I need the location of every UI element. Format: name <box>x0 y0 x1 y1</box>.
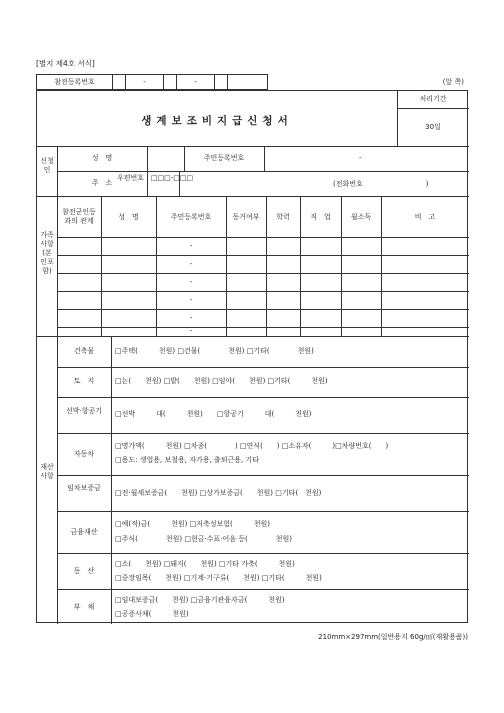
family-row-rrn[interactable]: - <box>189 242 193 250</box>
registration-number-cell[interactable] <box>164 75 177 90</box>
form-number-label: [별지 제4호 서식] <box>36 59 95 68</box>
assets-section-label: 재산사항 <box>40 463 54 480</box>
registration-number-cell[interactable] <box>113 75 126 90</box>
asset-label-lease-deposit: 임차보증금 <box>67 484 101 492</box>
asset-label-vehicle: 자동차 <box>73 450 95 458</box>
asset-line-vehicle[interactable]: □명가액( 천원) □차종( ) □연식( ) □소유자( )□차량번호( ) <box>115 442 389 450</box>
family-header-income: 월소득 <box>350 213 372 221</box>
asset-line-debt-2[interactable]: □공증사채( 천원) <box>115 610 189 618</box>
asset-line-ship-aircraft[interactable]: □선박 대( 천원) □항공기 대( 천원) <box>115 410 312 418</box>
asset-line-financial-2[interactable]: □주식( 천원) □현금·수표·어음 등( 천원) <box>115 535 292 543</box>
asset-line-movable-2[interactable]: □중장임목( 천원) □기계·기구류( 천원) □기타( 천원) <box>115 574 322 582</box>
applicant-name-field[interactable] <box>149 148 182 169</box>
asset-label-ship-aircraft: 선박·항공기 <box>65 407 103 415</box>
application-form <box>36 90 468 623</box>
asset-line-land[interactable]: □논( 천원) □밭( 천원) □임야( 천원) □기타( 천원) <box>115 377 328 385</box>
phone-number-field[interactable]: (전화번호 ) <box>333 180 429 188</box>
asset-label-financial: 금융재산 <box>70 528 98 536</box>
paper-spec-footer: 210mm×297mm(일반용지 60g/㎡(재활용품)) <box>318 633 468 641</box>
registration-number-cell[interactable]: - <box>126 75 164 90</box>
registration-number-cell[interactable] <box>215 75 228 90</box>
registration-number-cell[interactable] <box>228 75 268 90</box>
family-row-rrn[interactable]: - <box>189 314 193 322</box>
applicant-name-label: 성 명 <box>91 154 113 162</box>
asset-line-building[interactable]: □주택( 천원) □건물( 천원) □기타( 천원) <box>115 347 314 355</box>
family-header-cohabitation: 동거여부 <box>232 213 260 221</box>
asset-line-financial[interactable]: □예(적)금( 천원) □저축성보험( 천원) <box>115 520 270 528</box>
form-title: 생계보조비지급신청서 <box>141 115 293 127</box>
asset-line-debt[interactable]: □임대보증금( 천원) □금융기관융자금( 천원) <box>115 596 285 604</box>
asset-line-vehicle-usage[interactable]: □용도: 생업용, 보철용, 자가용, 출퇴근용, 기타 <box>115 456 259 464</box>
asset-label-debt: 부 채 <box>73 603 95 611</box>
family-row-rrn[interactable]: - <box>189 296 193 304</box>
family-header-rrn: 주민등록번호 <box>170 213 212 221</box>
registration-number-box <box>36 74 268 90</box>
page-side-label: (앞 쪽) <box>442 78 464 86</box>
processing-period-label: 처리기간 <box>419 95 447 103</box>
asset-line-movable[interactable]: □소( 천원) □돼지( 천원) □기타 가축( 천원) <box>115 560 295 568</box>
registration-number-cell[interactable]: - <box>177 75 215 90</box>
applicant-section-label: 신청인 <box>40 157 54 174</box>
family-row-rrn[interactable]: - <box>189 327 193 335</box>
registration-number-label: 참전등록번호 <box>37 75 113 90</box>
asset-line-lease-deposit[interactable]: □전·월세보증금( 천원) □상가보증금( 천원) □기타( 천원) <box>115 489 322 497</box>
asset-label-movable: 동 산 <box>73 567 95 575</box>
applicant-rrn-label: 주민등록번호 <box>203 154 245 162</box>
family-header-occupation: 직 업 <box>310 213 331 221</box>
processing-period-value: 30일 <box>425 123 441 131</box>
family-section-label: 가족사항(본인포함) <box>40 231 54 275</box>
family-row-rrn[interactable]: - <box>189 260 193 268</box>
applicant-address-label: 주 소 <box>91 179 113 187</box>
family-header-education: 학력 <box>276 213 290 221</box>
applicant-rrn-field[interactable]: - <box>359 154 362 162</box>
family-header-remarks: 비 고 <box>414 213 436 221</box>
asset-label-building: 건축물 <box>73 347 95 355</box>
postal-code-field[interactable]: 우편번호 : □□□-□□□ <box>117 174 194 182</box>
family-header-name: 성 명 <box>118 213 139 221</box>
family-header-relation: 참전군인등과의 관계 <box>62 208 96 225</box>
asset-label-land: 토 지 <box>73 377 95 385</box>
family-row-rrn[interactable]: - <box>189 278 193 286</box>
